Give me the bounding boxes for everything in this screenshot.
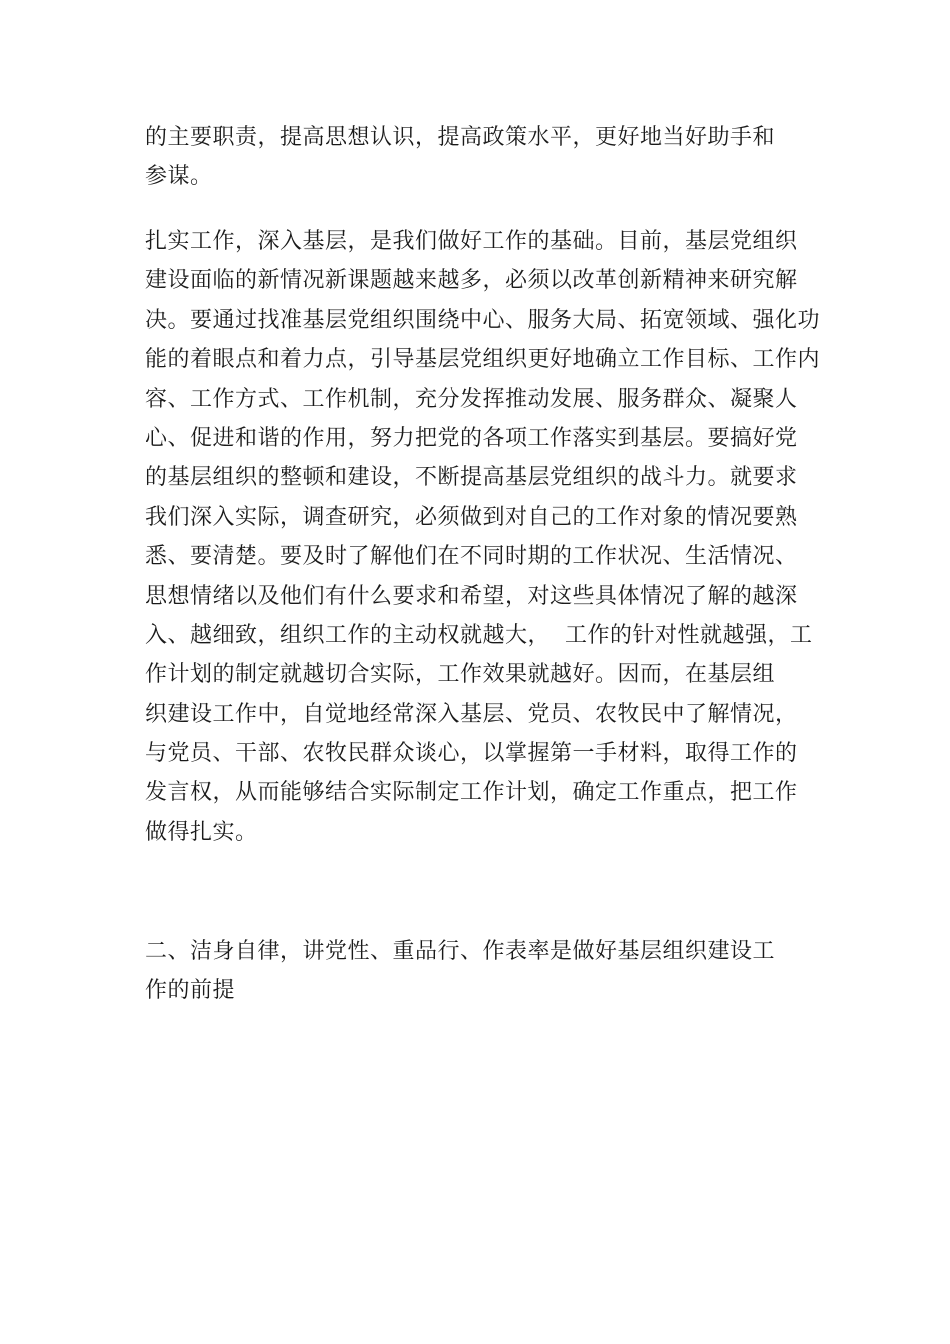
paragraph-line: 思想情绪以及他们有什么要求和希望，对这些具体情况了解的越深	[145, 583, 798, 609]
paragraph-line: 发言权，从而能够结合实际制定工作计划，确定工作重点，把工作	[145, 780, 798, 806]
heading-line: 作的前提	[145, 978, 236, 1004]
paragraph-line: 的基层组织的整顿和建设，不断提高基层党组织的战斗力。就要求	[145, 465, 798, 491]
paragraph-line: 我们深入实际，调查研究，必须做到对自己的工作对象的情况要熟	[145, 504, 798, 530]
paragraph-line: 建设面临的新情况新课题越来越多，必须以改革创新精神来研究解	[145, 268, 798, 294]
paragraph-line: 决。要通过找准基层党组织围绕中心、服务大局、拓宽领域、强化功	[145, 307, 821, 333]
paragraph-line: 作计划的制定就越切合实际，工作效果就越好。因而，在基层组	[145, 662, 776, 688]
paragraph-line: 织建设工作中，自觉地经常深入基层、党员、农牧民中了解情况，	[145, 701, 798, 727]
paragraph-line: 做得扎实。	[145, 819, 258, 845]
paragraph-line: 参谋。	[145, 164, 213, 190]
paragraph-duties	[145, 118, 805, 197]
paragraph-line: 能的着眼点和着力点，引导基层党组织更好地确立工作目标、工作内	[145, 347, 821, 373]
paragraph-line: 心、促进和谐的作用，努力把党的各项工作落实到基层。要搞好党	[145, 425, 798, 451]
paragraph-line: 与党员、干部、农牧民群众谈心，以掌握第一手材料，取得工作的	[145, 741, 798, 767]
heading-line: 二、洁身自律，讲党性、重品行、作表率是做好基层组织建设工	[145, 939, 776, 964]
paragraph-line: 的主要职责，提高思想认识，提高政策水平，更好地当好助手和	[145, 125, 776, 150]
paragraph-line: 入、越细致，组织工作的主动权就越大， 工作的针对性就越强，工	[145, 622, 813, 648]
paragraph-line: 容、工作方式、工作机制，充分发挥推动发展、服务群众、凝聚人	[145, 386, 798, 412]
paragraph-line: 扎实工作，深入基层，是我们做好工作的基础。目前，基层党组织	[145, 229, 798, 254]
paragraph-grassroots-work	[145, 222, 821, 852]
section-heading-self-discipline	[145, 932, 805, 1011]
paragraph-line: 悉、要清楚。要及时了解他们在不同时期的工作状况、生活情况、	[145, 544, 798, 570]
